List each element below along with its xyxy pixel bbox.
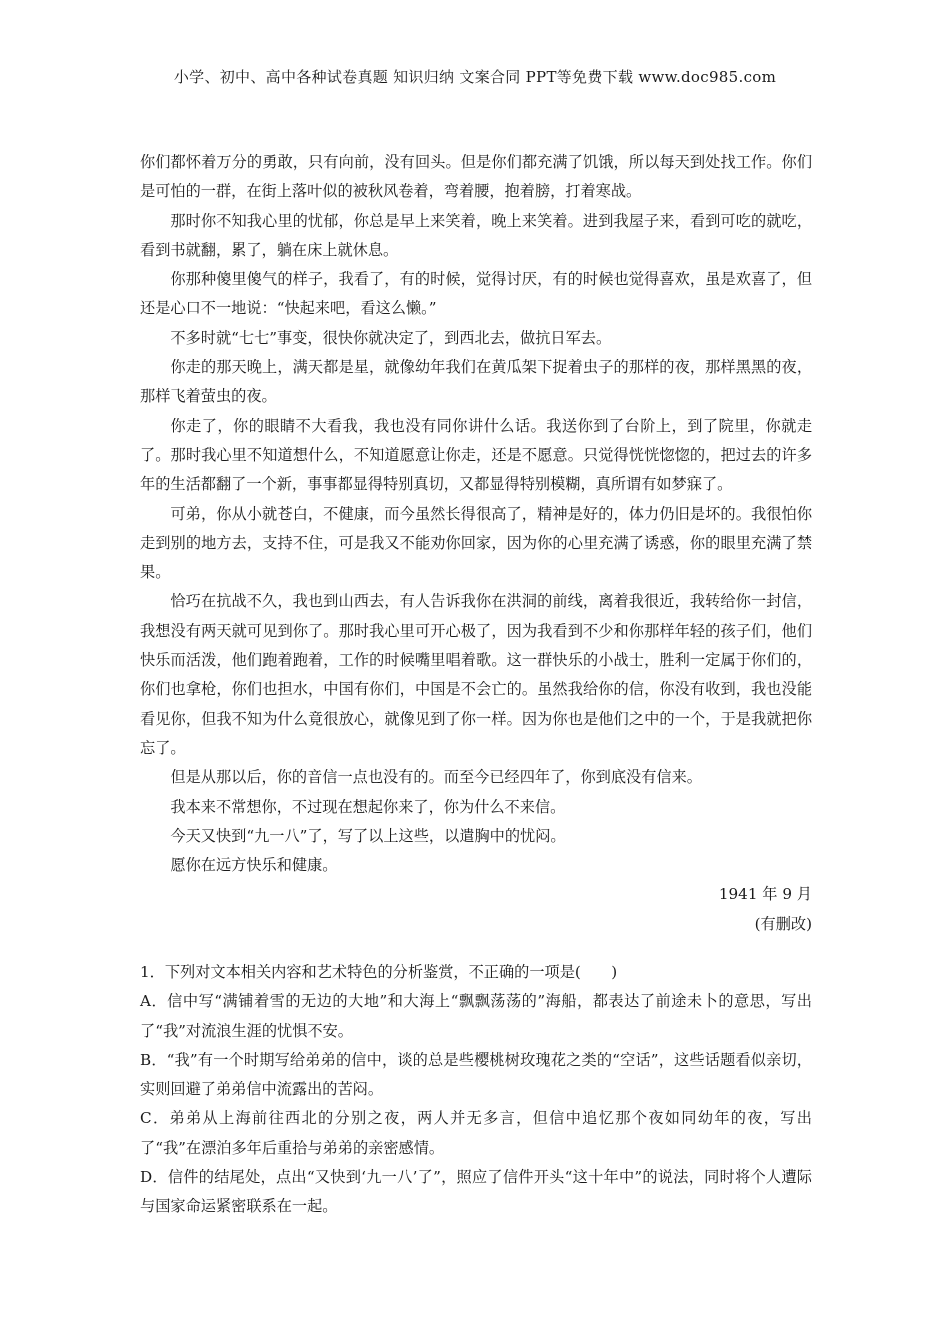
article-paragraph: 那时你不知我心里的忧郁，你总是早上来笑着，晚上来笑着。进到我屋子来，看到可吃的就吃，看到书就翻，累了，躺在床上就休息。 (140, 211, 812, 259)
article-paragraph: 恰巧在抗战不久，我也到山西去，有人告诉我你在洪洞的前线，离着我很近，我转给你一封信，我想没有两天就可见到你了。那时我心里可开心极了，因为我看到不少和你那样年轻的孩子们，他们快乐而活泼，他们跑着跑着，工作的时候嘴里唱着歌。这一群快乐的小战士，胜利一定属于你们的，你们也拿枪，你们也担水，中国有你们，中国是不会亡的。虽然我给你的信，你没有收到，我也没能看见你，但我不知为什么竟很放心，就像见到了你一样。因为你也是他们之中的一个，于是我就把你忘了。 (140, 592, 812, 757)
option-d: D．信件的结尾处，点出“又快到‘九一八’了”，照应了信件开头“这十年中”的说法，同时将个人遭际与国家命运紧密联系在一起。 (140, 1168, 812, 1216)
article-paragraph: 但是从那以后，你的音信一点也没有的。而至今已经四年了，你到底没有信来。 (170, 768, 702, 787)
article-paragraph: 你那种傻里傻气的样子，我看了，有的时候，觉得讨厌，有的时候也觉得喜欢，虽是欢喜了，但还是心口不一地说：“快起来吧，看这么懒。” (140, 270, 812, 318)
option-b: B．“我”有一个时期写给弟弟的信中，谈的总是些樱桃树玫瑰花之类的“空话”，这些话题看似亲切，实则回避了弟弟信中流露出的苦闷。 (140, 1050, 812, 1099)
article-paragraph: 不多时就“七七”事变，很快你就决定了，到西北去，做抗日军去。 (170, 328, 612, 347)
article-paragraph: 你走的那天晚上，满天都是星，就像幼年我们在黄瓜架下捉着虫子的那样的夜，那样黑黑的夜，那样飞着萤虫的夜。 (140, 358, 812, 406)
article-paragraph: 今天又快到“九一八”了，写了以上这些，以遣胸中的忧闷。 (170, 826, 566, 845)
option-c: C．弟弟从上海前往西北的分别之夜，两人并无多言，但信中追忆那个夜如同幼年的夜，写出了“我”在漂泊多年后重拾与弟弟的亲密感情。 (140, 1109, 812, 1157)
letter-date: 1941 年 9 月 (718, 885, 812, 904)
article-body (140, 148, 812, 939)
article-paragraph: 可弟，你从小就苍白，不健康，而今虽然长得很高了，精神是好的，体力仍旧是坏的。我很怕你走到别的地方去，支持不住，可是我又不能劝你回家，因为你的心里充满了诱惑，你的眼里充满了禁果。 (140, 504, 812, 582)
page-header: 小学、初中、高中各种试卷真题 知识归纳 文案合同 PPT等免费下载 www.doc985.com (173, 68, 777, 86)
question-block (140, 958, 812, 1222)
article-paragraph: 你走了，你的眼睛不大看我，我也没有同你讲什么话。我送你到了台阶上，到了院里，你就走了。那时我心里不知道想什么，不知道愿意让你走，还是不愿意。只觉得恍恍惚惚的，把过去的许多年的生活都翻了一个新，事事都显得特别真切，又都显得特别模糊，真所谓有如梦寐了。 (140, 416, 812, 494)
edit-note: (有删改) (754, 914, 812, 933)
option-a: A．信中写“满铺着雪的无边的大地”和大海上“飘飘荡荡的”海船，都表达了前途未卜的意思，写出了“我”对流浪生涯的忧惧不安。 (140, 992, 812, 1040)
article-paragraph: 我本来不常想你，不过现在想起你来了，你为什么不来信。 (170, 797, 566, 816)
question-stem: 1．下列对文本相关内容和艺术特色的分析鉴赏，不正确的一项是( ) (140, 963, 618, 981)
article-paragraph: 愿你在远方快乐和健康。 (170, 856, 338, 875)
article-paragraph: 你们都怀着万分的勇敢，只有向前，没有回头。但是你们都充满了饥饿，所以每天到处找工作。你们是可怕的一群，在街上落叶似的被秋风卷着，弯着腰，抱着膀，打着寒战。 (140, 153, 812, 201)
